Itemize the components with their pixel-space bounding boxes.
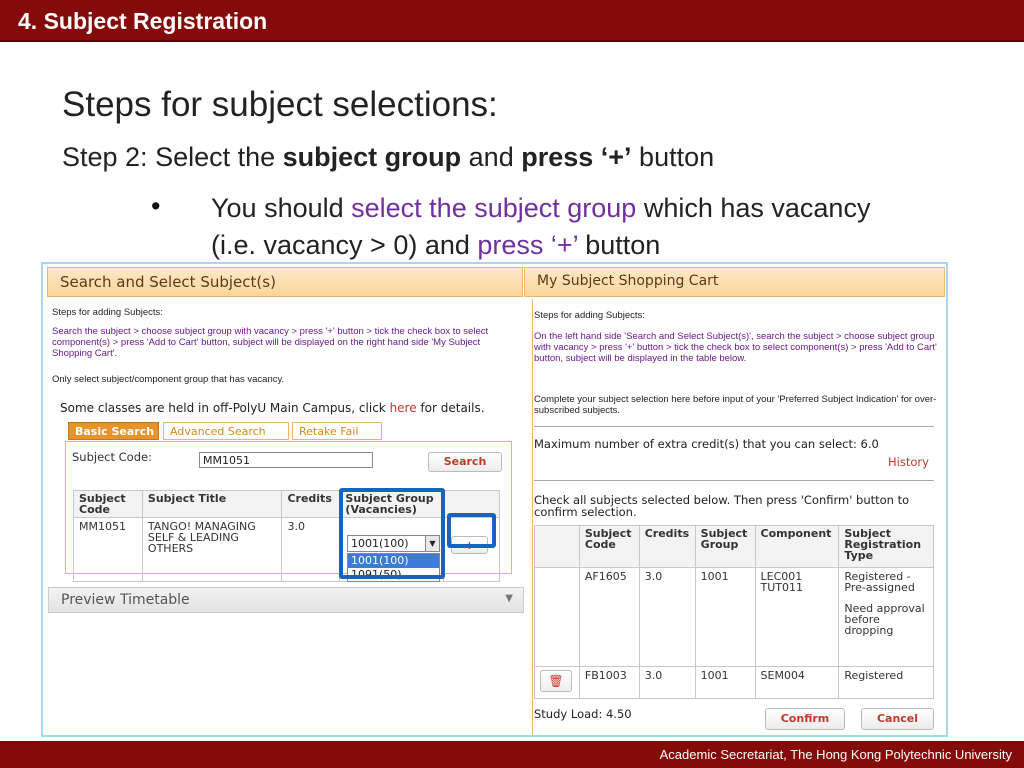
- table-row: [535, 667, 934, 699]
- row-subject-title[interactable]: TANGO! MANAGING SELF & LEADING OTHERS: [142, 518, 282, 582]
- cart-type: Registered - Pre-assigned Need approval before dropping: [839, 568, 934, 667]
- trash-icon[interactable]: 🗑: [540, 670, 572, 692]
- col-subject-group: Subject Group (Vacancies): [340, 491, 444, 518]
- preview-timetable-bar[interactable]: Preview Timetable ▼: [48, 587, 524, 613]
- chevron-down-icon: ▼: [505, 593, 513, 604]
- bullet-marker: •: [151, 191, 161, 221]
- search-button[interactable]: Search: [428, 452, 502, 472]
- cart-group: 1001: [695, 568, 755, 667]
- cart-component: SEM004: [755, 667, 839, 699]
- history-link[interactable]: History: [888, 455, 929, 469]
- col-component: Component: [755, 526, 839, 568]
- left-steps-text: Search the subject > choose subject group with vacancy > press '+' button > tick the check box to select component(s) > press 'Add to Cart' button, subject will be displayed on the right hand side 'My Subject Shopping Cart'.: [52, 326, 489, 359]
- cart-code: AF1605: [579, 568, 639, 667]
- chevron-down-icon[interactable]: ▼: [425, 536, 439, 551]
- study-load: Study Load: 4.50: [534, 707, 632, 721]
- tab-advanced-search[interactable]: Advanced Search: [163, 422, 289, 440]
- tab-retake-fail[interactable]: Retake Fail: [292, 422, 382, 440]
- col-subject-code: Subject Code: [579, 526, 639, 568]
- left-steps-heading: Steps for adding Subjects:: [52, 307, 163, 318]
- dropdown-option-1091[interactable]: 1091(50): [351, 568, 402, 581]
- dropdown-option-1001[interactable]: 1001(100): [348, 554, 439, 568]
- col-credits: Credits: [639, 526, 695, 568]
- vacancy-note: Only select subject/component group that has vacancy.: [52, 374, 285, 385]
- separator-line: [534, 480, 934, 481]
- confirm-instruction: Check all subjects selected below. Then press 'Confirm' button to confirm selection.: [534, 493, 910, 519]
- col-registration-type: Subject Registration Type: [839, 526, 934, 568]
- cart-credits: 3.0: [639, 568, 695, 667]
- confirm-button[interactable]: Confirm: [765, 708, 845, 730]
- add-group-button[interactable]: +: [451, 536, 488, 554]
- slide-section-title: 4. Subject Registration: [18, 8, 268, 34]
- highlight-subject-group: [339, 488, 445, 579]
- preference-note: Complete your subject selection here before input of your 'Preferred Subject Indication' for over-subscribed subjects.: [534, 394, 937, 416]
- table-row: [535, 568, 934, 667]
- registration-screenshot: [41, 262, 948, 737]
- col-subject-code: Subject Code: [74, 491, 143, 518]
- cart-panel-header: My Subject Shopping Cart: [524, 267, 945, 297]
- row-subject-code: MM1051: [74, 518, 143, 582]
- cart-credits: 3.0: [639, 667, 695, 699]
- step-instruction: Step 2: Select the subject group and press ‘+’ button: [62, 142, 715, 172]
- right-steps-heading: Steps for adding Subjects:: [534, 310, 645, 321]
- subject-code-input[interactable]: MM1051: [199, 452, 373, 468]
- cart-type: Registered: [839, 667, 934, 699]
- footer-text: Academic Secretariat, The Hong Kong Polytechnic University: [659, 747, 1012, 762]
- col-credits: Credits: [282, 491, 340, 518]
- bullet-text: You should select the subject group which has vacancy (i.e. vacancy > 0) and press ‘+’ button: [211, 193, 871, 260]
- max-credit-text: Maximum number of extra credit(s) that you can select: 6.0: [534, 437, 879, 451]
- col-subject-group: Subject Group: [695, 526, 755, 568]
- campus-note: Some classes are held in off-PolyU Main Campus, click here for details.: [60, 401, 485, 415]
- col-select: [535, 526, 580, 568]
- right-steps-text: On the left hand side 'Search and Select Subject(s)', search the subject > choose subject group with vacancy > press '+' button > tick the check box to select component(s) > press 'Add to Cart' button, subject will be displayed in the table below.: [534, 331, 937, 364]
- header-bar: [0, 0, 1024, 42]
- highlight-add-button: [447, 513, 496, 548]
- subject-group-select[interactable]: 1001(100) ▼: [347, 535, 440, 552]
- subject-code-label: Subject Code:: [72, 450, 152, 464]
- details-link[interactable]: here: [389, 401, 417, 415]
- search-panel-header: Search and Select Subject(s): [47, 267, 523, 297]
- separator-line: [534, 426, 934, 427]
- slide-heading: Steps for subject selections:: [62, 85, 498, 124]
- col-subject-title: Subject Title: [142, 491, 282, 518]
- cancel-button[interactable]: Cancel: [861, 708, 934, 730]
- tab-basic-search[interactable]: Basic Search: [68, 422, 159, 440]
- row-credits: 3.0: [282, 518, 340, 582]
- cart-group: 1001: [695, 667, 755, 699]
- cart-component: LEC001 TUT011: [755, 568, 839, 667]
- panel-divider: [532, 299, 533, 737]
- cart-table: [534, 525, 934, 699]
- footer-bar: [0, 741, 1024, 768]
- cart-code: FB1003: [579, 667, 639, 699]
